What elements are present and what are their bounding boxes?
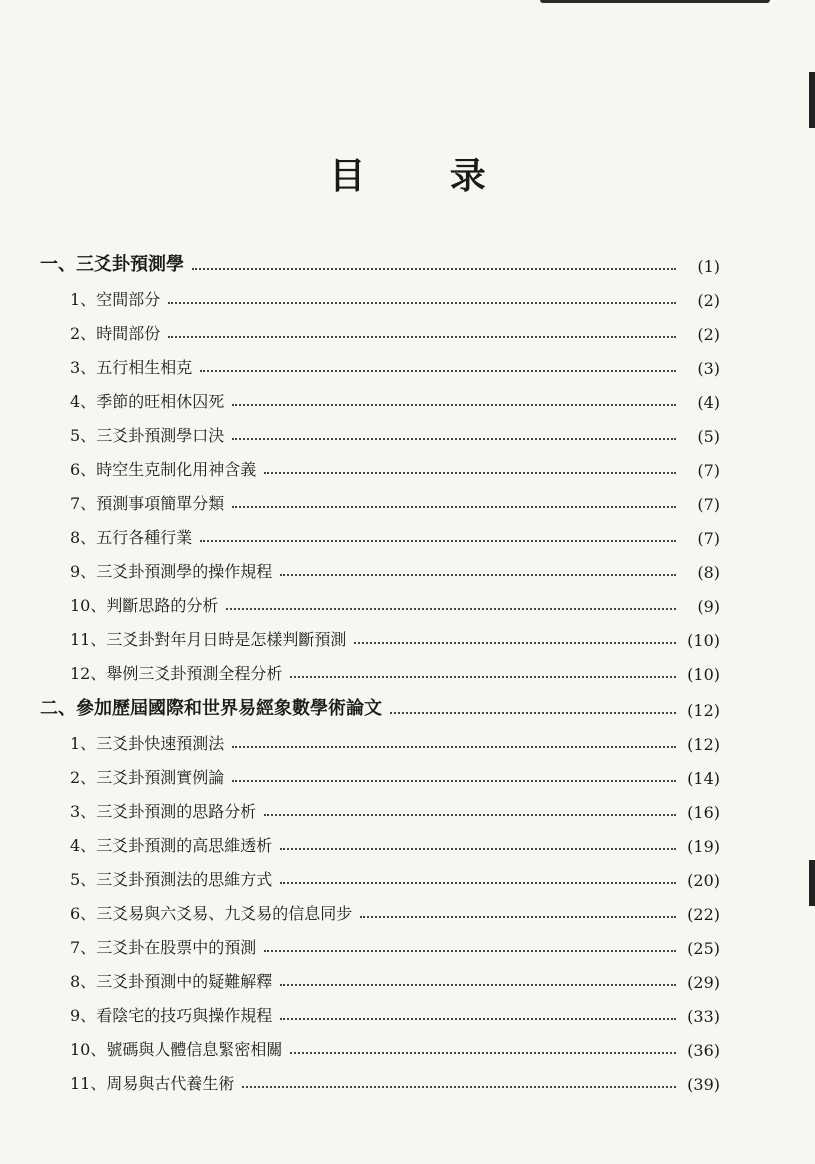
page-number: (39) (687, 1075, 720, 1094)
toc-entry (40, 856, 720, 890)
entry-number: 9、 (70, 562, 97, 581)
dot-leader (200, 370, 676, 372)
entry-number: 6、 (70, 460, 97, 479)
entry-number: 8、 (70, 972, 97, 991)
toc-section-1 (40, 240, 720, 276)
dot-leader (200, 540, 676, 542)
entry-title: 預測事項簡單分類 (96, 494, 225, 513)
page-number: (16) (687, 803, 720, 822)
page-number: (10) (687, 631, 720, 650)
page-number: (2) (697, 325, 720, 344)
toc-entry (40, 992, 720, 1026)
dot-leader (390, 712, 676, 714)
page-number: (36) (687, 1041, 720, 1060)
page-title: 目 录 (329, 155, 522, 197)
entry-title: 三爻卦對年月日時是怎樣判斷預測 (106, 630, 347, 649)
toc-entry (40, 582, 720, 616)
entry-title: 三爻卦預測實例論 (96, 768, 225, 787)
page-number: (8) (697, 563, 720, 582)
entry-title: 三爻卦預測的高思維透析 (96, 836, 273, 855)
dot-leader (232, 746, 676, 748)
dot-leader (232, 506, 676, 508)
entry-title: 時空生克制化用神含義 (96, 460, 257, 479)
entry-number: 7、 (70, 494, 97, 513)
entry-title: 號碼與人體信息緊密相關 (106, 1040, 283, 1059)
dot-leader (226, 608, 676, 610)
entry-title: 三爻卦預測學口決 (96, 426, 225, 445)
toc-entry (40, 958, 720, 992)
toc-entry (40, 1026, 720, 1060)
toc-entry (40, 890, 720, 924)
entry-title: 季節的旺相休囚死 (96, 392, 225, 411)
dot-leader (192, 268, 676, 270)
toc-entry (40, 788, 720, 822)
entry-title: 五行相生相克 (96, 358, 193, 377)
page-number: (33) (687, 1007, 720, 1026)
page-number: (9) (697, 597, 720, 616)
dot-leader (280, 984, 676, 986)
dot-leader (280, 1018, 676, 1020)
toc-entry (40, 548, 720, 582)
toc-entry (40, 310, 720, 344)
toc-entry (40, 514, 720, 548)
scan-edge-mark (809, 860, 815, 906)
entry-number: 9、 (70, 1006, 97, 1025)
page-number: (10) (687, 665, 720, 684)
dot-leader (280, 882, 676, 884)
scan-edge-mark (809, 72, 815, 128)
toc-entry (40, 446, 720, 480)
dot-leader (280, 848, 676, 850)
entry-title: 三爻易與六爻易、九爻易的信息同步 (96, 904, 353, 923)
entry-title: 周易與古代養生術 (106, 1074, 235, 1093)
toc-entry (40, 480, 720, 514)
dot-leader (232, 780, 676, 782)
entry-number: 8、 (70, 528, 97, 547)
page-number: (19) (687, 837, 720, 856)
entry-title: 空間部分 (96, 290, 161, 309)
entry-title: 判斷思路的分析 (106, 596, 219, 615)
dot-leader (360, 916, 676, 918)
page-number: (12) (687, 701, 720, 720)
entry-title: 三爻卦預測法的思維方式 (96, 870, 273, 889)
dot-leader (242, 1086, 676, 1088)
toc-entry (40, 378, 720, 412)
page-number: (5) (697, 427, 720, 446)
dot-leader (168, 302, 676, 304)
dot-leader (232, 404, 676, 406)
page-number: (12) (687, 735, 720, 754)
page-number: (1) (697, 257, 720, 276)
entry-number: 3、 (70, 358, 97, 377)
page-number: (20) (687, 871, 720, 890)
entry-number: 5、 (70, 426, 97, 445)
entry-title: 舉例三爻卦預測全程分析 (106, 664, 283, 683)
entry-number: 10、 (70, 1040, 107, 1059)
dot-leader (264, 950, 676, 952)
entry-number: 7、 (70, 938, 97, 957)
toc-entry (40, 616, 720, 650)
page-number: (7) (697, 495, 720, 514)
page-number: (29) (687, 973, 720, 992)
entry-number: 1、 (70, 290, 97, 309)
entry-number: 2、 (70, 324, 97, 343)
section-title: 二、參加歷屆國際和世界易經象數學術論文 (40, 698, 382, 719)
section-title: 一、三爻卦預測學 (40, 254, 184, 275)
toc-section-2 (40, 684, 720, 720)
entry-title: 三爻卦預測中的疑難解釋 (96, 972, 273, 991)
toc-entry (40, 344, 720, 378)
dot-leader (290, 676, 676, 678)
entry-number: 4、 (70, 836, 97, 855)
page-number: (7) (697, 461, 720, 480)
dot-leader (280, 574, 676, 576)
dot-leader (264, 814, 676, 816)
dot-leader (290, 1052, 676, 1054)
entry-title: 時間部份 (96, 324, 161, 343)
page-number: (14) (687, 769, 720, 788)
entry-title: 三爻卦在股票中的預測 (96, 938, 257, 957)
entry-number: 1、 (70, 734, 97, 753)
page-number: (2) (697, 291, 720, 310)
toc-entry (40, 1060, 720, 1094)
entry-title: 三爻卦快速預測法 (96, 734, 225, 753)
dot-leader (354, 642, 676, 644)
entry-number: 12、 (70, 664, 107, 683)
page-number: (4) (697, 393, 720, 412)
entry-number: 10、 (70, 596, 107, 615)
page-number: (3) (697, 359, 720, 378)
entry-number: 4、 (70, 392, 97, 411)
entry-title: 三爻卦預測的思路分析 (96, 802, 257, 821)
page-number: (25) (687, 939, 720, 958)
entry-number: 5、 (70, 870, 97, 889)
entry-number: 2、 (70, 768, 97, 787)
dot-leader (232, 438, 676, 440)
toc-entry (40, 720, 720, 754)
page-number: (22) (687, 905, 720, 924)
page-number: (7) (697, 529, 720, 548)
entry-title: 三爻卦預測學的操作規程 (96, 562, 273, 581)
toc-entry (40, 650, 720, 684)
entry-number: 11、 (70, 1074, 107, 1093)
toc-entry (40, 412, 720, 446)
dot-leader (168, 336, 676, 338)
toc-entry (40, 924, 720, 958)
entry-number: 6、 (70, 904, 97, 923)
dot-leader (264, 472, 676, 474)
entry-title: 五行各種行業 (96, 528, 193, 547)
page-top-edge-line (540, 0, 770, 3)
entry-title: 看陰宅的技巧與操作規程 (96, 1006, 273, 1025)
toc-entry (40, 822, 720, 856)
entry-number: 3、 (70, 802, 97, 821)
toc-entry (40, 754, 720, 788)
entry-number: 11、 (70, 630, 107, 649)
toc-entry (40, 276, 720, 310)
table-of-contents (40, 240, 720, 1094)
